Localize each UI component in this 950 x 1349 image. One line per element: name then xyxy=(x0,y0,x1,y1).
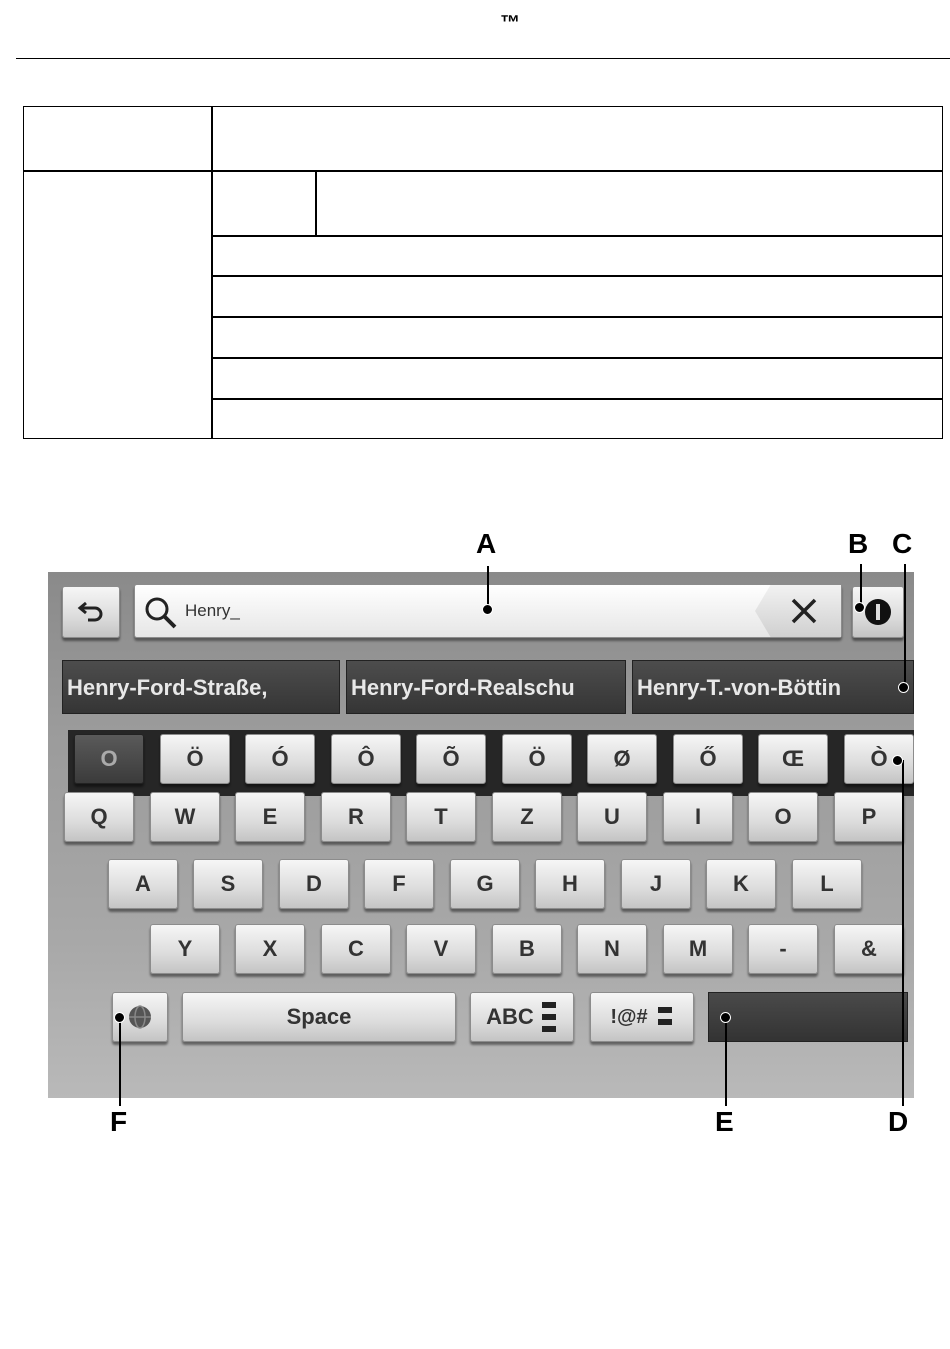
extended-key[interactable]: Ø xyxy=(587,734,657,784)
key[interactable]: I xyxy=(663,792,733,842)
leader-line-c xyxy=(904,564,906,686)
table-cell xyxy=(211,357,943,400)
back-button[interactable] xyxy=(62,586,120,638)
keyboard-screen xyxy=(48,572,914,1098)
extended-key[interactable]: Ö xyxy=(502,734,572,784)
key[interactable]: N xyxy=(577,924,647,974)
callout-f: F xyxy=(110,1106,128,1137)
key[interactable]: D xyxy=(279,859,349,909)
leader-line-e xyxy=(725,1018,727,1106)
callout-dot xyxy=(898,682,909,693)
key[interactable]: F xyxy=(364,859,434,909)
clear-button[interactable] xyxy=(755,585,841,637)
list-icon xyxy=(540,1000,558,1034)
key[interactable]: Q xyxy=(64,792,134,842)
key[interactable]: H xyxy=(535,859,605,909)
table-cell xyxy=(211,170,317,237)
leader-line-d xyxy=(902,760,904,1106)
clear-x-icon xyxy=(789,596,819,626)
key[interactable]: O xyxy=(748,792,818,842)
key[interactable]: S xyxy=(193,859,263,909)
list-icon xyxy=(656,1005,674,1029)
key[interactable]: Y xyxy=(150,924,220,974)
leader-line-f xyxy=(119,1018,121,1106)
table-cell xyxy=(23,106,213,172)
table-cell xyxy=(211,398,943,439)
key[interactable]: L xyxy=(792,859,862,909)
extended-key[interactable]: Ô xyxy=(331,734,401,784)
suggestion-1[interactable]: Henry-Ford-Straße, xyxy=(62,660,340,714)
key[interactable]: T xyxy=(406,792,476,842)
extended-key[interactable]: Õ xyxy=(416,734,486,784)
key[interactable]: M xyxy=(663,924,733,974)
table-cell xyxy=(211,235,943,277)
space-key[interactable]: Space xyxy=(182,992,456,1042)
table-cell xyxy=(23,170,213,439)
key[interactable]: Z xyxy=(492,792,562,842)
callout-b: B xyxy=(848,528,869,559)
table-cell xyxy=(211,316,943,359)
header-rule xyxy=(16,58,950,59)
globe-icon xyxy=(127,1004,153,1030)
table-cell xyxy=(211,106,943,172)
callout-a: A xyxy=(476,528,497,559)
info-icon xyxy=(863,597,893,627)
trademark-symbol: ™ xyxy=(500,12,520,34)
suggestion-3[interactable]: Henry-T.-von-Böttin xyxy=(632,660,914,714)
abc-label: ABC xyxy=(486,1004,534,1029)
table-cell xyxy=(211,275,943,318)
back-arrow-icon xyxy=(76,599,106,625)
key[interactable]: B xyxy=(492,924,562,974)
key[interactable]: - xyxy=(748,924,818,974)
callout-d: D xyxy=(888,1106,909,1137)
key[interactable]: W xyxy=(150,792,220,842)
key[interactable]: G xyxy=(450,859,520,909)
key[interactable]: & xyxy=(834,924,904,974)
table-cell xyxy=(315,170,943,237)
abc-key[interactable] xyxy=(470,992,574,1042)
extended-key[interactable]: Ő xyxy=(673,734,743,784)
key[interactable]: E xyxy=(235,792,305,842)
callout-dot xyxy=(114,1012,125,1023)
extended-key[interactable]: O xyxy=(74,734,144,784)
key[interactable]: P xyxy=(834,792,904,842)
extended-key[interactable]: Ö xyxy=(160,734,230,784)
callout-e: E xyxy=(715,1106,734,1137)
key[interactable]: C xyxy=(321,924,391,974)
callout-dot xyxy=(854,602,865,613)
key[interactable]: V xyxy=(406,924,476,974)
callout-c: C xyxy=(892,528,913,559)
extended-key[interactable]: Ò xyxy=(844,734,914,784)
key[interactable]: R xyxy=(321,792,391,842)
key[interactable]: A xyxy=(108,859,178,909)
callout-dot xyxy=(482,604,493,615)
extended-key[interactable]: Œ xyxy=(758,734,828,784)
key[interactable]: X xyxy=(235,924,305,974)
key[interactable]: K xyxy=(706,859,776,909)
key[interactable]: J xyxy=(621,859,691,909)
extended-key[interactable]: Ó xyxy=(245,734,315,784)
callout-dot xyxy=(720,1012,731,1023)
symbols-key[interactable] xyxy=(590,992,694,1042)
search-text: Henry_ xyxy=(185,601,240,620)
suggestion-2[interactable]: Henry-Ford-Realschu xyxy=(346,660,626,714)
magnifier-icon xyxy=(143,595,179,631)
key[interactable]: U xyxy=(577,792,647,842)
delete-key[interactable] xyxy=(708,992,908,1042)
symbols-label: !@# xyxy=(610,1005,648,1028)
callout-dot xyxy=(892,755,903,766)
